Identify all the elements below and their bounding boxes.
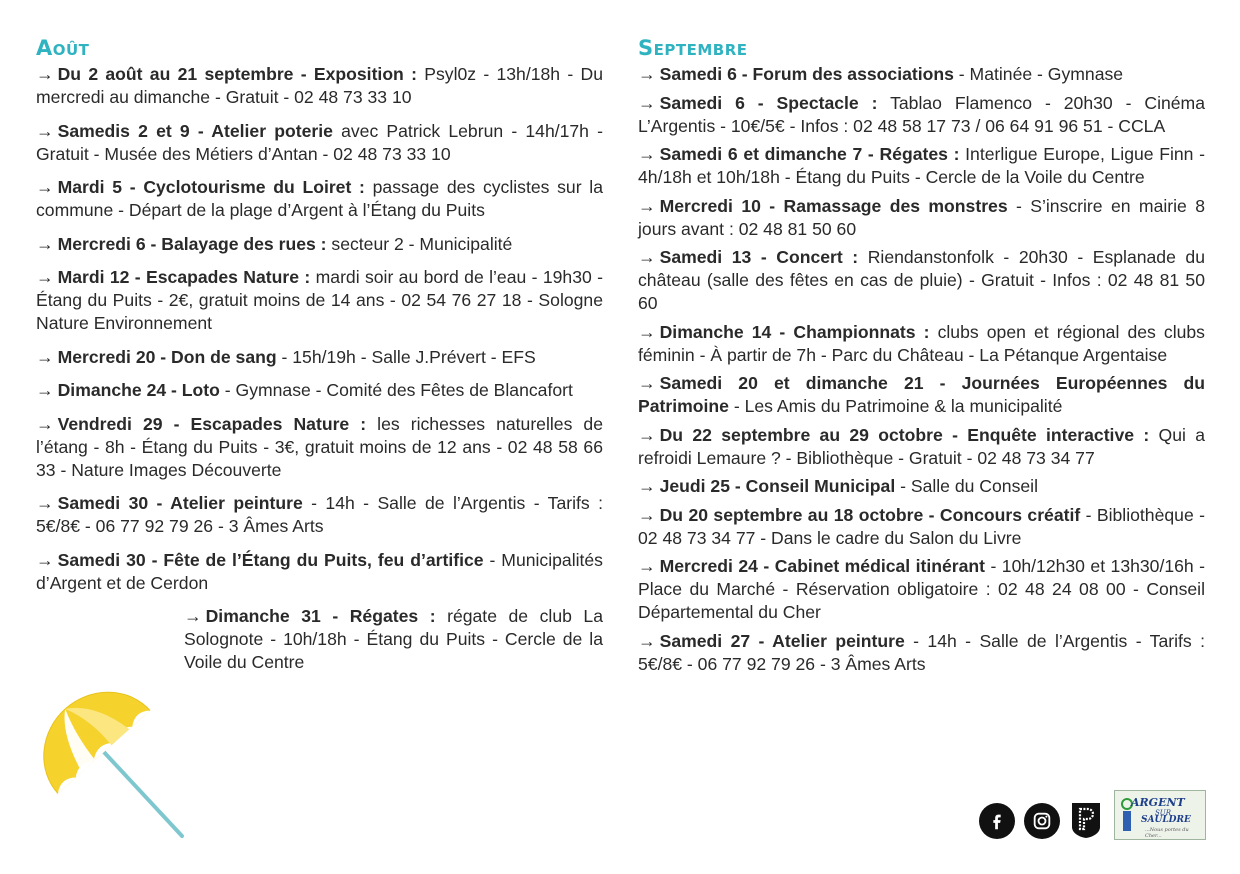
arrow-icon: → bbox=[638, 64, 656, 84]
logo-text: ARGENT bbox=[1131, 796, 1185, 809]
arrow-icon: → bbox=[184, 606, 202, 626]
arrow-icon: → bbox=[638, 424, 656, 445]
event-title: Mardi 5 - Cyclotourisme du Loiret : bbox=[57, 177, 365, 197]
event-title: Samedi 6 et dimanche 7 - Régates : bbox=[659, 144, 960, 164]
event-title: Jeudi 25 - Conseil Municipal bbox=[659, 476, 896, 496]
event-entry bbox=[36, 63, 603, 109]
arrow-icon: → bbox=[36, 233, 54, 254]
event-title: Samedi 6 - Spectacle : bbox=[659, 92, 878, 113]
event-details: Qui a refroidi Lemaure ? - Bibliothèque - Gratuit - 02 48 73 34 77 bbox=[638, 424, 1205, 468]
arrow-icon: → bbox=[638, 476, 656, 496]
panneaupocket-icon[interactable] bbox=[1069, 801, 1103, 839]
facebook-icon[interactable] bbox=[979, 803, 1015, 839]
event-details: régate de club La Solognote - 10h/18h - Étang du Puits - Cercle de la Voile du Centre bbox=[184, 606, 603, 672]
column-septembre bbox=[638, 34, 1205, 681]
argent-sur-sauldre-logo bbox=[1114, 790, 1206, 840]
event-title: Samedi 30 - Atelier peinture bbox=[57, 493, 303, 513]
logo-text: SUR bbox=[1155, 809, 1171, 817]
event-title: Du 2 août au 21 septembre - Exposition : bbox=[57, 64, 417, 84]
event-entry bbox=[36, 492, 603, 538]
column-aout bbox=[36, 34, 603, 685]
event-entry bbox=[638, 475, 1205, 498]
instagram-icon[interactable] bbox=[1024, 803, 1060, 839]
event-entry bbox=[638, 372, 1205, 418]
arrow-icon: → bbox=[638, 247, 656, 267]
event-title: Du 20 septembre au 18 octobre - Concours créatif bbox=[659, 504, 1081, 525]
arrow-icon: → bbox=[638, 195, 656, 216]
event-details: - Bibliothèque - 02 48 73 34 77 - Dans le cadre du Salon du Livre bbox=[638, 504, 1205, 548]
event-details: Interligue Europe, Ligue Finn - 4h/18h et 10h/18h - Étang du Puits - Cercle de la Voile du Centre bbox=[638, 144, 1206, 187]
event-title: Samedi 6 - Forum des associations bbox=[659, 64, 954, 84]
arrow-icon: → bbox=[638, 556, 656, 576]
arrow-icon: → bbox=[36, 64, 54, 84]
arrow-icon: → bbox=[638, 144, 656, 164]
event-title: Dimanche 14 - Championnats : bbox=[659, 321, 930, 342]
event-title: Dimanche 31 - Régates : bbox=[205, 606, 436, 626]
event-details: les richesses naturelles de l’étang - 8h - Étang du Puits - 3€, gratuit moins de 12 ans - 02 48 58 66 33 - Nature Images Découverte bbox=[36, 413, 603, 480]
event-entry bbox=[184, 605, 603, 674]
arrow-icon: → bbox=[638, 630, 656, 651]
event-title: Samedis 2 et 9 - Atelier poterie bbox=[57, 120, 333, 141]
month-title-aout: Août bbox=[36, 36, 90, 60]
event-entry bbox=[36, 413, 603, 482]
arrow-icon: → bbox=[36, 120, 54, 141]
event-entry bbox=[36, 346, 603, 369]
arrow-icon: → bbox=[36, 267, 54, 287]
event-details: - S’inscrire en mairie 8 jours avant : 02 48 81 50 60 bbox=[638, 195, 1205, 239]
event-details: - Les Amis du Patrimoine & la municipalité bbox=[728, 396, 1063, 416]
arrow-icon: → bbox=[638, 92, 656, 113]
event-entry bbox=[36, 549, 603, 595]
event-details: Tablao Flamenco - 20h30 - Cinéma L’Argentis - 10€/5€ - Infos : 02 48 58 17 73 / 06 64 91 96 51 - CCLA bbox=[638, 92, 1205, 136]
event-details: secteur 2 - Municipalité bbox=[326, 233, 513, 254]
event-entry bbox=[638, 63, 1205, 86]
arrow-icon: → bbox=[638, 373, 656, 393]
event-entry bbox=[36, 120, 603, 166]
arrow-icon: → bbox=[36, 549, 54, 570]
event-entry bbox=[36, 266, 603, 335]
event-title: Mercredi 24 - Cabinet médical itinérant bbox=[659, 556, 986, 576]
event-title: Mercredi 10 - Ramassage des monstres bbox=[659, 195, 1008, 216]
event-title: Vendredi 29 - Escapades Nature : bbox=[57, 413, 367, 434]
event-entry bbox=[638, 630, 1205, 676]
event-title: Mercredi 20 - Don de sang bbox=[57, 346, 277, 367]
umbrella-icon bbox=[34, 690, 194, 840]
event-title: Du 22 septembre au 29 octobre - Enquête interactive : bbox=[659, 424, 1150, 445]
event-details: - 14h - Salle de l’Argentis - Tarifs : 5€/8€ - 06 77 92 79 26 - 3 Âmes Arts bbox=[638, 630, 1205, 674]
event-details: - Salle du Conseil bbox=[895, 476, 1038, 496]
logo-tagline: ...Nous portes du Cher... bbox=[1145, 827, 1189, 839]
event-title: Samedi 13 - Concert : bbox=[659, 247, 859, 267]
event-entry bbox=[638, 424, 1205, 470]
event-entry bbox=[638, 92, 1205, 138]
arrow-icon: → bbox=[36, 380, 54, 400]
event-details: Riendanstonfolk - 20h30 - Esplanade du château (salle des fêtes en cas de pluie) - Gratuit - Infos : 02 48 81 50 60 bbox=[638, 247, 1205, 313]
arrow-icon: → bbox=[36, 177, 54, 197]
event-details: - 15h/19h - Salle J.Prévert - EFS bbox=[276, 346, 536, 367]
event-entry bbox=[638, 504, 1205, 550]
event-entry bbox=[638, 246, 1205, 315]
event-details: - Gymnase - Comité des Fêtes de Blancafort bbox=[219, 380, 573, 400]
arrow-icon: → bbox=[36, 493, 54, 513]
event-title: Samedi 27 - Atelier peinture bbox=[659, 630, 905, 651]
event-title: Mercredi 6 - Balayage des rues : bbox=[57, 233, 327, 254]
event-details: - Matinée - Gymnase bbox=[953, 64, 1124, 84]
arrow-icon: → bbox=[638, 321, 656, 342]
month-title-septembre: Septembre bbox=[638, 36, 748, 60]
event-entry bbox=[36, 233, 603, 256]
event-details: avec Patrick Lebrun - 14h/17h - Gratuit - Musée des Métiers d’Antan - 02 48 73 33 10 bbox=[36, 120, 604, 164]
arrow-icon: → bbox=[36, 413, 54, 434]
event-entry bbox=[638, 555, 1205, 624]
event-entry bbox=[638, 195, 1205, 241]
event-entry bbox=[36, 379, 603, 402]
event-details: clubs open et régional des clubs féminin - À partir de 7h - Parc du Château - La Pétanque Argentaise bbox=[638, 321, 1205, 365]
event-details: - 14h - Salle de l’Argentis - Tarifs : 5€/8€ - 06 77 92 79 26 - 3 Âmes Arts bbox=[36, 493, 603, 536]
event-entry bbox=[638, 143, 1205, 189]
event-details: - Municipalités d’Argent et de Cerdon bbox=[36, 549, 603, 593]
event-entry bbox=[638, 321, 1205, 367]
event-details: mardi soir au bord de l’eau - 19h30 - Étang du Puits - 2€, gratuit moins de 14 ans - 02 54 76 27 18 - Sologne Nature Environnement bbox=[36, 267, 603, 333]
event-title: Samedi 30 - Fête de l’Étang du Puits, feu d’artifice bbox=[57, 549, 484, 570]
event-entry bbox=[36, 176, 603, 222]
logo-text: SAULDRE bbox=[1141, 815, 1191, 825]
event-details: - 10h/12h30 et 13h30/16h - Place du Marché - Réservation obligatoire : 02 48 24 08 00 - Conseil Départemental du Cher bbox=[638, 556, 1206, 622]
event-title: Dimanche 24 - Loto bbox=[57, 380, 220, 400]
event-title: Mardi 12 - Escapades Nature : bbox=[57, 267, 311, 287]
event-details: Psyl0z - 13h/18h - Du mercredi au dimanche - Gratuit - 02 48 73 33 10 bbox=[36, 64, 603, 107]
arrow-icon: → bbox=[36, 346, 54, 367]
event-title: Samedi 20 et dimanche 21 - Journées Européennes du Patrimoine bbox=[638, 373, 1205, 416]
arrow-icon: → bbox=[638, 504, 656, 525]
event-details: passage des cyclistes sur la commune - Départ de la plage d’Argent à l’Étang du Puits bbox=[36, 177, 603, 220]
